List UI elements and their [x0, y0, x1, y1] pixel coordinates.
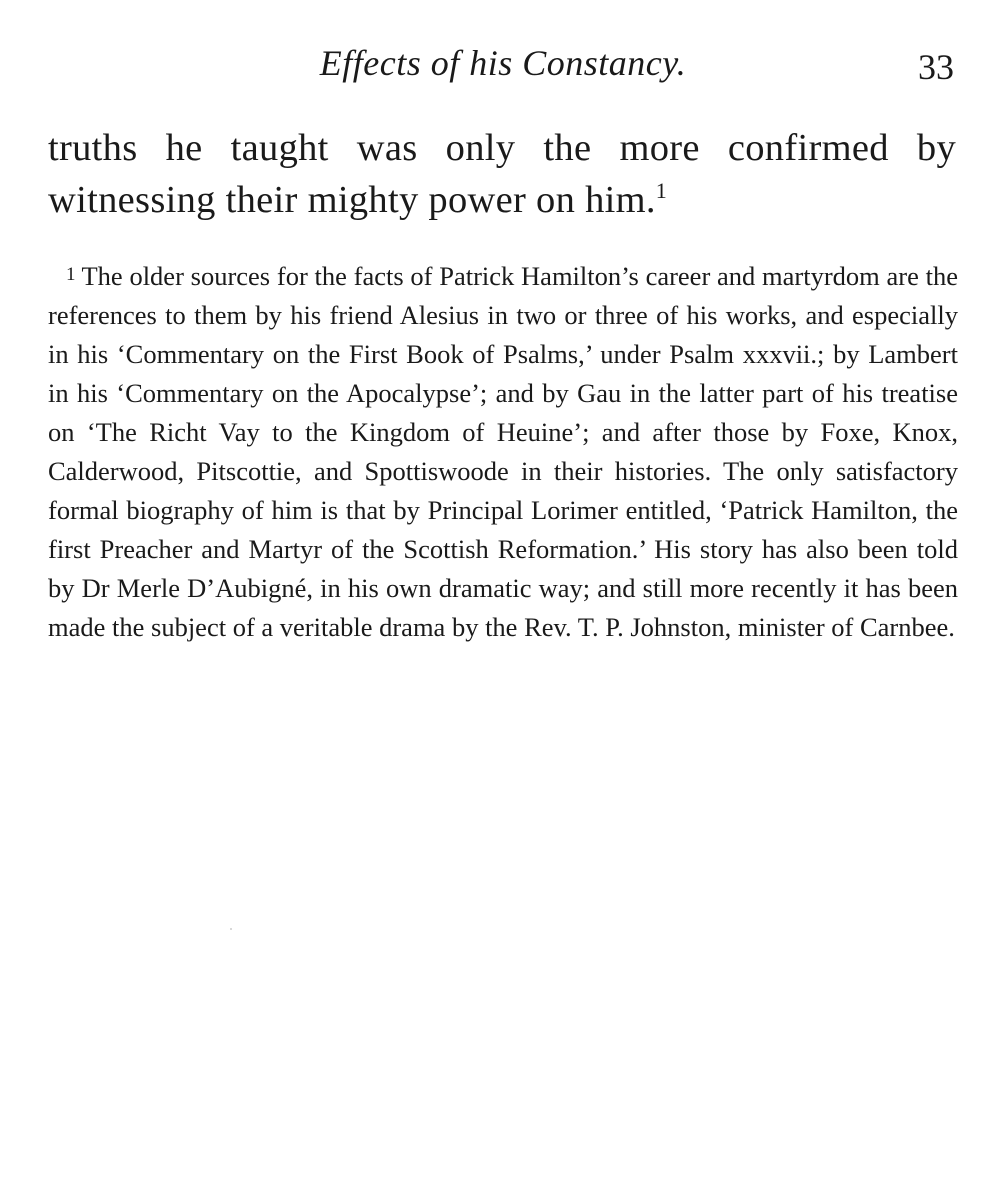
- body-paragraph: [48, 122, 956, 226]
- footnote-reference: 1: [655, 178, 668, 204]
- footnote-text: The older sources for the facts of Patrick Hamilton’s career and martyrdom are the references to them by his friend Alesius in two or three of his works, and especially in his ‘Commentary on the First Book of Psalms,’ under Psalm xxxvii.; by Lambert in his ‘Commentary on the Apocalypse’; and by Gau in the latter part of his treatise on ‘The Richt Vay to the Kingdom of Heuine’; and after those by Foxe, Knox, Calderwood, Pitscottie, and Spottiswoode in their histories. The only satisfactory formal biography of him is that by Principal Lorimer entitled, ‘Patrick Hamilton, the first Preacher and Martyr of the Scottish Reformation.’ His story has also been told by Dr Merle D’Aubigné, in his own dramatic way; and still more recently it has been made the subject of a veritable drama by the Rev. T. P. Johnston, minister of Carnbee.: [48, 261, 958, 642]
- page-number: 33: [918, 47, 954, 87]
- running-title: Effects of his Constancy.: [319, 43, 687, 83]
- body-text: truths he taught was only the more confirmed by witnessing their mighty power on him.: [48, 127, 956, 221]
- footnote: [48, 255, 958, 647]
- scan-speck: [230, 928, 232, 930]
- footnote-marker: 1: [66, 264, 76, 285]
- running-head: [48, 42, 958, 92]
